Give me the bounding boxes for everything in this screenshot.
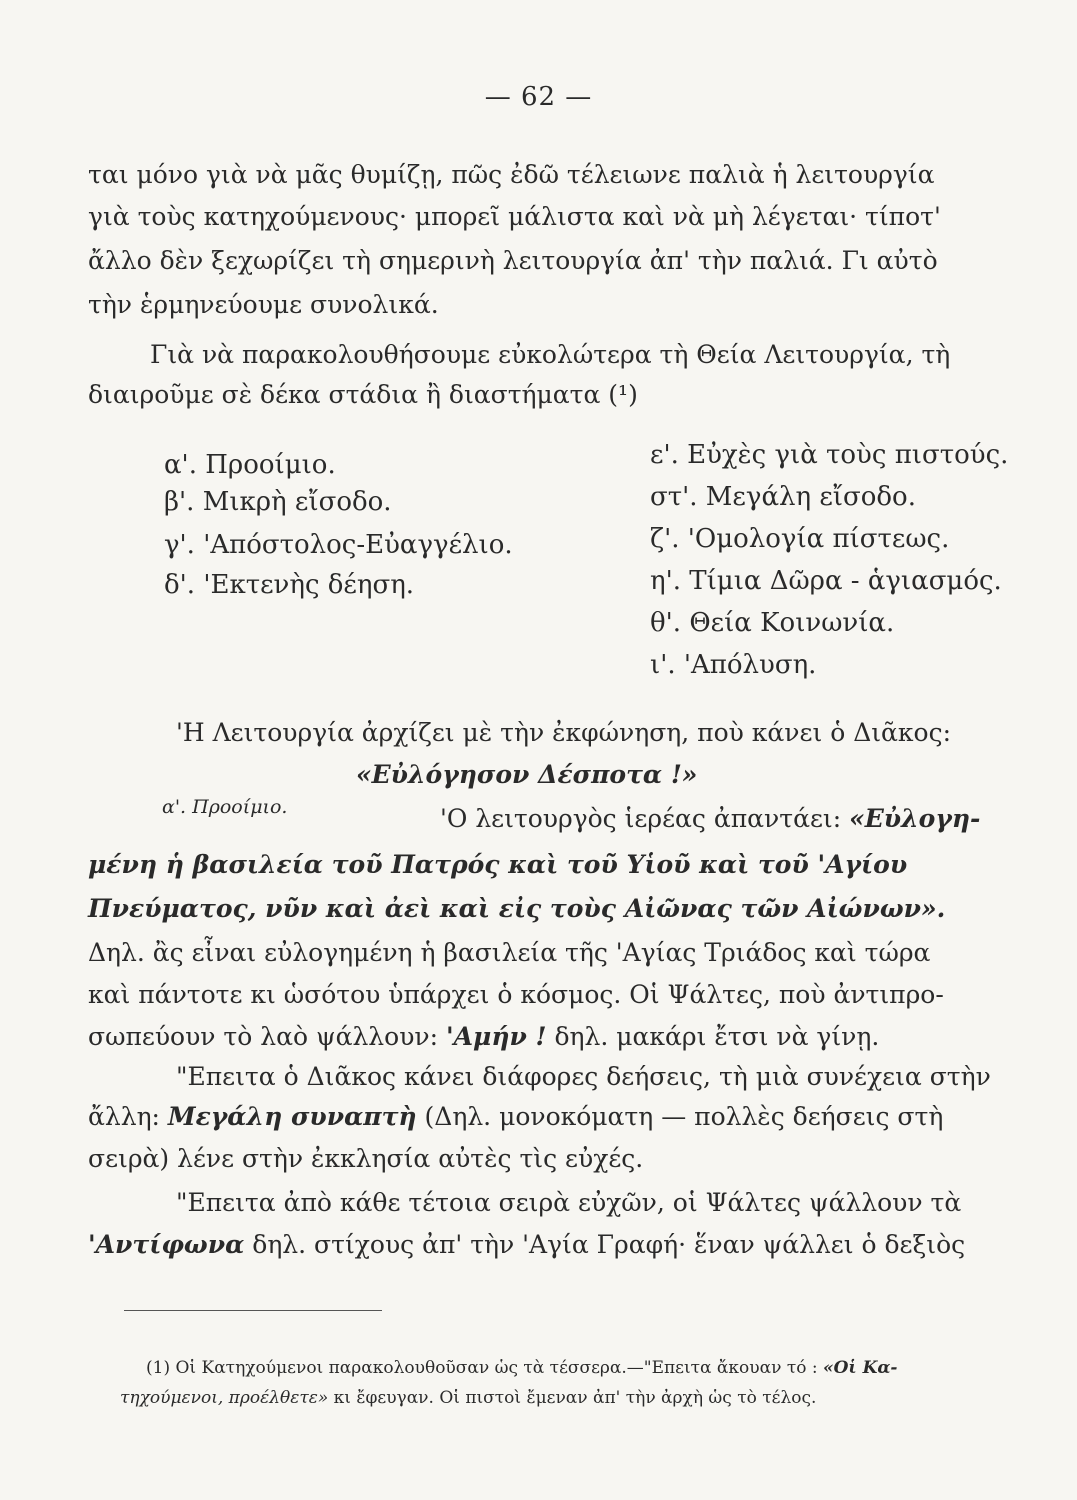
- paragraph-line: [88, 1230, 965, 1259]
- section-item: ε'. Εὐχὲς γιὰ τοὺς πιστούς.: [650, 440, 1009, 470]
- section-item: α'. Προοίμιο.: [164, 450, 336, 480]
- text-span: «Εὐλογη-: [849, 804, 981, 833]
- text-span: κι ἔφευγαν. Οἱ πιστοὶ ἔμεναν ἀπ' τὴν ἀρχὴ ὡς τὸ τέλος.: [328, 1388, 817, 1408]
- paragraph-line: Γιὰ νὰ παρακολουθήσουμε εὐκολώτερα τὴ Θεία Λειτουργία, τὴ: [150, 340, 951, 369]
- text-span: τηχούμενοι, προέλθετε»: [120, 1388, 329, 1408]
- section-item: η'. Τίμια Δῶρα - ἁγιασμός.: [650, 566, 1002, 596]
- text-span: δηλ. μακάρι ἔτσι νὰ γίνῃ.: [546, 1022, 880, 1051]
- paragraph-line: ἄλλο δὲν ξεχωρίζει τὴ σημερινὴ λειτουργία ἀπ' τὴν παλιά. Γι αὐτὸ: [88, 246, 938, 275]
- footnote-divider: [124, 1310, 382, 1311]
- text-span: «Οἱ Κα-: [823, 1358, 898, 1378]
- section-item: ι'. 'Απόλυση.: [650, 650, 817, 680]
- text-span: σωπεύουν τὸ λαὸ ψάλλουν:: [88, 1022, 446, 1051]
- paragraph-line: τὴν ἑρμηνεύουμε συνολικά.: [88, 290, 439, 319]
- text-span: ἄλλη:: [88, 1102, 168, 1131]
- paragraph-line: [88, 1102, 943, 1131]
- paragraph-line: [440, 804, 980, 833]
- paragraph-line: μένη ἡ βασιλεία τοῦ Πατρός καὶ τοῦ Υἱοῦ καὶ τοῦ 'Αγίου: [88, 850, 908, 879]
- section-item: στ'. Μεγάλη εἴσοδο.: [650, 482, 916, 512]
- section-item: ζ'. 'Ομολογία πίστεως.: [650, 524, 950, 554]
- margin-note: α'. Προοίμιο.: [162, 796, 288, 818]
- section-item: δ'. 'Εκτενὴς δέηση.: [164, 570, 415, 600]
- footnote-line: [146, 1358, 898, 1378]
- text-span: Μεγάλη συναπτὴ: [167, 1102, 417, 1131]
- section-item: γ'. 'Απόστολος-Εὐαγγέλιο.: [164, 530, 513, 560]
- paragraph-line: σειρὰ) λένε στὴν ἐκκλησία αὐτὲς τὶς εὐχές.: [88, 1144, 644, 1173]
- paragraph-line: καὶ πάντοτε κι ὡσότου ὑπάρχει ὁ κόσμος. Οἱ Ψάλτες, ποὺ ἀντιπρο-: [88, 980, 944, 1009]
- paragraph-line: 'Η Λειτουργία ἀρχίζει μὲ τὴν ἐκφώνηση, ποὺ κάνει ὁ Διᾶκος:: [176, 718, 952, 747]
- text-span: 'Αντίφωνα: [88, 1230, 245, 1259]
- text-span: (Δηλ. μονοκόματη — πολλὲς δεήσεις στὴ: [416, 1102, 944, 1131]
- paragraph-line: Πνεύματος, νῦν καὶ ἀεὶ καὶ εἰς τοὺς Αἰῶνας τῶν Αἰώνων».: [88, 894, 946, 923]
- section-item: θ'. Θεία Κοινωνία.: [650, 608, 895, 638]
- text-span: 'Αμήν !: [445, 1022, 547, 1051]
- blessing-line: «Εὐλόγησον Δέσποτα !»: [356, 760, 698, 789]
- text-span: (1) Οἱ Κατηχούμενοι παρακολουθοῦσαν ὡς τὰ τέσσερα.—"Επειτα ἄκουαν τό :: [146, 1358, 823, 1378]
- paragraph-line: διαιροῦμε σὲ δέκα στάδια ἢ διαστήματα (¹): [88, 380, 638, 409]
- text-span: δηλ. στίχους ἀπ' τὴν 'Αγία Γραφή· ἕναν ψάλλει ὁ δεξιὸς: [244, 1230, 966, 1259]
- page-number: — 62 —: [484, 82, 593, 112]
- footnote-line: [120, 1388, 816, 1408]
- text-span: 'Ο λειτουργὸς ἱερέας ἀπαντάει:: [440, 804, 850, 833]
- paragraph-line: [88, 1022, 879, 1051]
- paragraph-line: γιὰ τοὺς κατηχούμενους· μπορεῖ μάλιστα καὶ νὰ μὴ λέγεται· τίποτ': [88, 202, 941, 231]
- paragraph-line: "Επειτα ἀπὸ κάθε τέτοια σειρὰ εὐχῶν, οἱ Ψάλτες ψάλλουν τὰ: [176, 1188, 962, 1217]
- paragraph-line: "Επειτα ὁ Διᾶκος κάνει διάφορες δεήσεις, τὴ μιὰ συνέχεια στὴν: [176, 1062, 991, 1091]
- paragraph-line: Δηλ. ἂς εἶναι εὐλογημένη ἡ βασιλεία τῆς 'Αγίας Τριάδος καὶ τώρα: [88, 938, 931, 967]
- section-item: β'. Μικρὴ εἴσοδο.: [164, 487, 392, 517]
- paragraph-line: ται μόνο γιὰ νὰ μᾶς θυμίζῃ, πῶς ἐδῶ τέλειωνε παλιὰ ἡ λειτουργία: [88, 160, 935, 189]
